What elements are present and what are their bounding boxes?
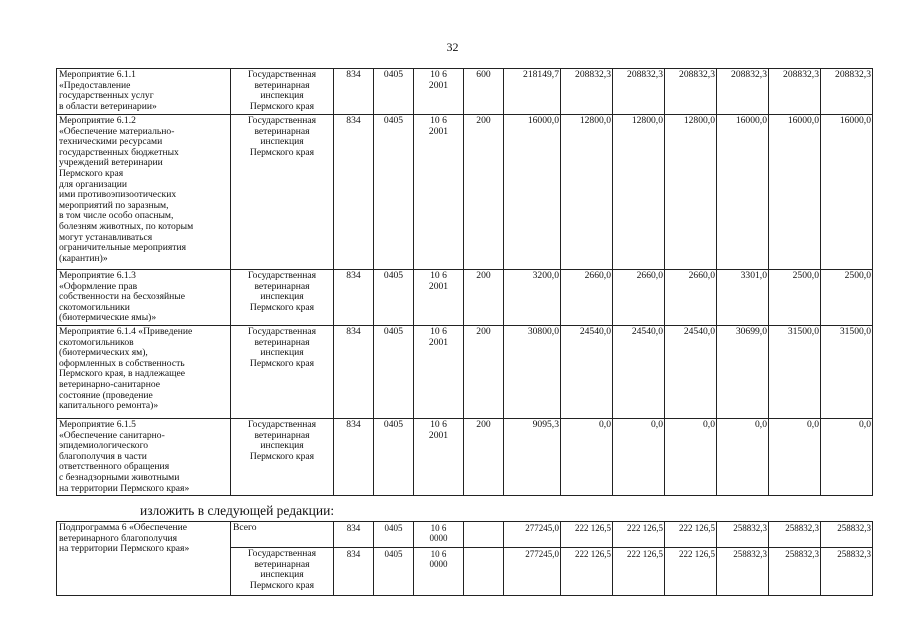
activity-name: Мероприятие 6.1.5 «Обеспечение санитарно- эпидемиологического благополучия в части ответственного обращения с безнадзорными животными на территории Пермского края» xyxy=(57,419,231,496)
target-code: 10 6 0000 xyxy=(414,548,464,596)
funding-value: 258832,3 xyxy=(821,548,873,596)
funding-value: 277245,0 xyxy=(504,548,561,596)
funding-value: 2500,0 xyxy=(769,270,821,326)
activity-name: Мероприятие 6.1.3 «Оформление прав собственности на бесхозяйные скотомогильники (биотермические ямы)» xyxy=(57,270,231,326)
funding-value: 208832,3 xyxy=(769,69,821,115)
funding-value: 208832,3 xyxy=(821,69,873,115)
funding-value: 0,0 xyxy=(717,419,769,496)
top-activities-table xyxy=(56,68,873,496)
funding-value: 16000,0 xyxy=(769,115,821,270)
funding-value: 208832,3 xyxy=(613,69,665,115)
target-code: 10 6 2001 xyxy=(414,419,464,496)
target-code: 10 6 0000 xyxy=(414,522,464,548)
grbs-code: 834 xyxy=(334,419,374,496)
funding-value: 208832,3 xyxy=(717,69,769,115)
vr-code: 200 xyxy=(464,115,504,270)
funding-value: 258832,3 xyxy=(717,548,769,596)
funding-value: 208832,3 xyxy=(561,69,613,115)
grbs-code: 834 xyxy=(334,115,374,270)
funding-value: 0,0 xyxy=(821,419,873,496)
vr-code: 200 xyxy=(464,419,504,496)
vr-code: 200 xyxy=(464,326,504,419)
activity-row xyxy=(57,419,873,496)
funding-value: 24540,0 xyxy=(613,326,665,419)
activity-row xyxy=(57,326,873,419)
funding-value: 222 126,5 xyxy=(561,548,613,596)
section-code: 0405 xyxy=(374,419,414,496)
executor-name: Всего xyxy=(231,522,334,548)
funding-value: 258832,3 xyxy=(821,522,873,548)
funding-value: 30800,0 xyxy=(504,326,561,419)
activity-row xyxy=(57,270,873,326)
grbs-code: 834 xyxy=(334,548,374,596)
activity-name: Мероприятие 6.1.2 «Обеспечение материально- техническими ресурсами государственных бюджетных учреждений ветеринарии Пермского края для организации ими противоэпизоотических мероприятий по заразным, в том числе особо опасным, болезням животных, по которым могут устанавливаться ограничительные мероприятия (карантин)» xyxy=(57,115,231,270)
executor-name: Государственная ветеринарная инспекция Пермского края xyxy=(231,326,334,419)
funding-value: 2500,0 xyxy=(821,270,873,326)
funding-value: 222 126,5 xyxy=(613,522,665,548)
funding-value: 277245,0 xyxy=(504,522,561,548)
funding-value: 16000,0 xyxy=(821,115,873,270)
funding-value: 16000,0 xyxy=(717,115,769,270)
funding-value: 0,0 xyxy=(561,419,613,496)
funding-value: 24540,0 xyxy=(665,326,717,419)
target-code: 10 6 2001 xyxy=(414,69,464,115)
executor-name: Государственная ветеринарная инспекция Пермского края xyxy=(231,419,334,496)
funding-value: 2660,0 xyxy=(665,270,717,326)
section-code: 0405 xyxy=(374,115,414,270)
funding-value: 31500,0 xyxy=(821,326,873,419)
funding-value: 222 126,5 xyxy=(613,548,665,596)
funding-value: 24540,0 xyxy=(561,326,613,419)
activity-row xyxy=(57,69,873,115)
funding-value: 0,0 xyxy=(769,419,821,496)
funding-value: 0,0 xyxy=(665,419,717,496)
grbs-code: 834 xyxy=(334,326,374,419)
funding-value: 218149,7 xyxy=(504,69,561,115)
vr-code xyxy=(464,522,504,548)
funding-value: 222 126,5 xyxy=(561,522,613,548)
vr-code xyxy=(464,548,504,596)
funding-value: 258832,3 xyxy=(717,522,769,548)
funding-value: 0,0 xyxy=(613,419,665,496)
funding-value: 12800,0 xyxy=(561,115,613,270)
funding-value: 12800,0 xyxy=(665,115,717,270)
section-code: 0405 xyxy=(374,326,414,419)
section-code: 0405 xyxy=(374,548,414,596)
funding-value: 3200,0 xyxy=(504,270,561,326)
funding-value: 9095,3 xyxy=(504,419,561,496)
grbs-code: 834 xyxy=(334,522,374,548)
section-code: 0405 xyxy=(374,69,414,115)
instruction-text: изложить в следующей редакции: xyxy=(140,503,335,518)
activity-name: Мероприятие 6.1.4 «Приведение скотомогильников (биотермических ям), оформленных в собственность Пермского края, в надлежащее ветеринарно-санитарное состояние (проведение капитального ремонта)» xyxy=(57,326,231,419)
funding-value: 16000,0 xyxy=(504,115,561,270)
page-number: 32 xyxy=(446,40,459,54)
grbs-code: 834 xyxy=(334,270,374,326)
funding-value: 12800,0 xyxy=(613,115,665,270)
bottom-program-table xyxy=(56,521,873,596)
section-code: 0405 xyxy=(374,522,414,548)
executor-name: Государственная ветеринарная инспекция Пермского края xyxy=(231,270,334,326)
funding-value: 31500,0 xyxy=(769,326,821,419)
funding-value: 222 126,5 xyxy=(665,548,717,596)
grbs-code: 834 xyxy=(334,69,374,115)
target-code: 10 6 2001 xyxy=(414,115,464,270)
activity-row xyxy=(57,115,873,270)
program-row xyxy=(57,522,873,548)
program-name: Подпрограмма 6 «Обеспечение ветеринарного благополучия на территории Пермского края» xyxy=(57,522,231,596)
executor-name: Государственная ветеринарная инспекция Пермского края xyxy=(231,548,334,596)
target-code: 10 6 2001 xyxy=(414,326,464,419)
funding-value: 258832,3 xyxy=(769,522,821,548)
funding-value: 222 126,5 xyxy=(665,522,717,548)
funding-value: 30699,0 xyxy=(717,326,769,419)
funding-value: 258832,3 xyxy=(769,548,821,596)
funding-value: 208832,3 xyxy=(665,69,717,115)
funding-value: 2660,0 xyxy=(613,270,665,326)
vr-code: 600 xyxy=(464,69,504,115)
vr-code: 200 xyxy=(464,270,504,326)
target-code: 10 6 2001 xyxy=(414,270,464,326)
executor-name: Государственная ветеринарная инспекция Пермского края xyxy=(231,115,334,270)
funding-value: 3301,0 xyxy=(717,270,769,326)
activity-name: Мероприятие 6.1.1 «Предоставление государственных услуг в области ветеринарии» xyxy=(57,69,231,115)
executor-name: Государственная ветеринарная инспекция Пермского края xyxy=(231,69,334,115)
section-code: 0405 xyxy=(374,270,414,326)
funding-value: 2660,0 xyxy=(561,270,613,326)
